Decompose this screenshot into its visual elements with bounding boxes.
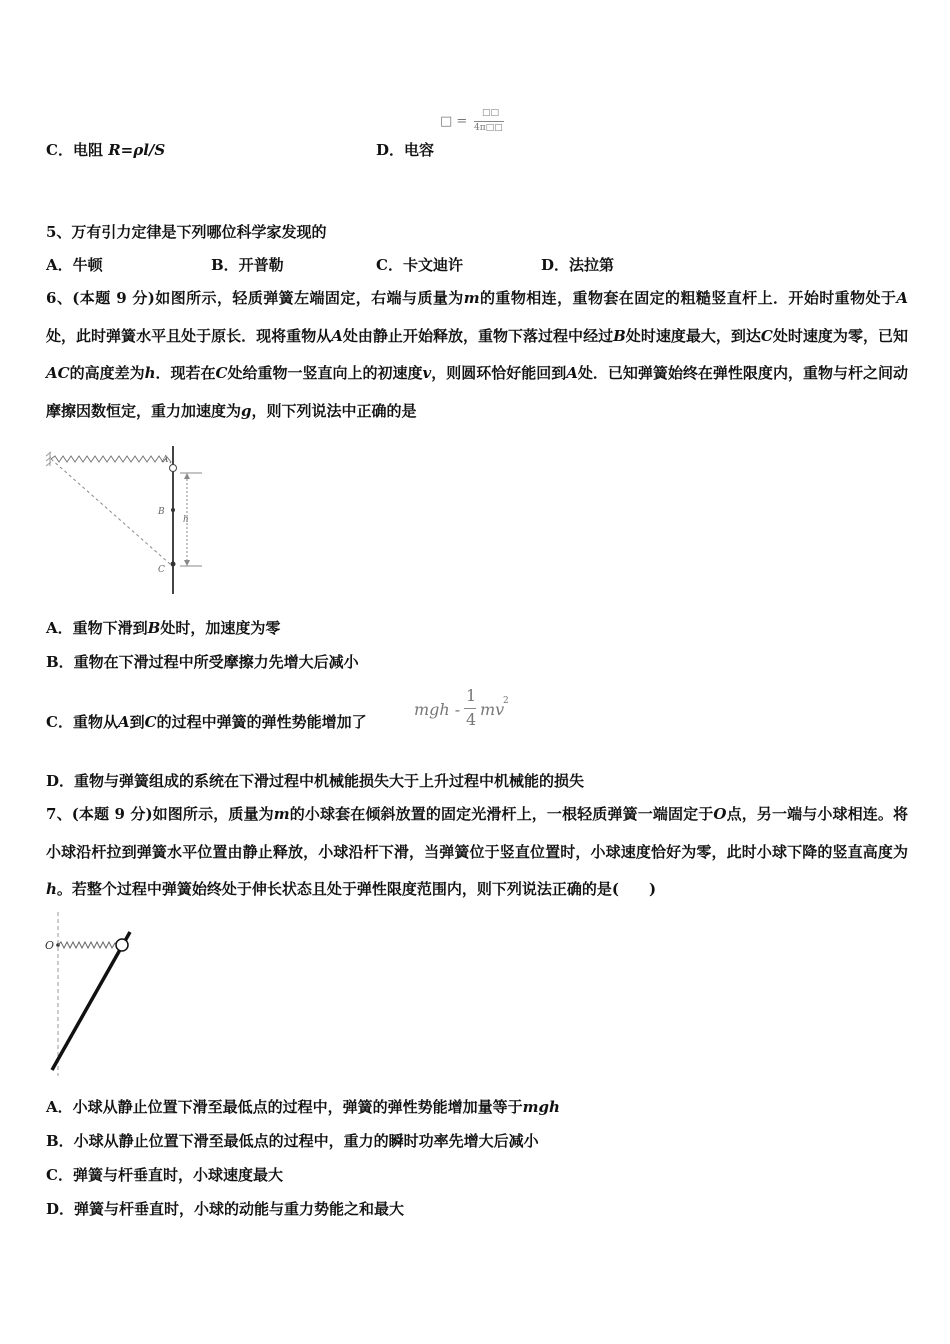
q6-stem-text: 6、(本题 9 分)如图所示，轻质弹簧左端固定，右端与质量为 [46,289,464,307]
q6-formula-num: 1 [466,686,477,705]
q7-option-a-text: A．小球从静止位置下滑至最低点的过程中，弹簧的弹性势能增加量等于 [46,1098,523,1116]
q7-ball [116,939,128,951]
q6-var-c: C [215,364,228,382]
q6-option-a-text: 处时，加速度为零 [160,619,281,637]
q7-stem-text: 点，另一端与小球相连。将小球沿杆拉到弹簧水平位置由静止释放，小球沿杆下滑，当弹簧位于竖直位置时，小球速度恰好为零，此时小球下降的竖直高度为 [46,805,908,861]
q6-point-c [171,562,176,567]
q6-option-d: D．重物与弹簧组成的系统在下滑过程中机械能损失大于上升过程中机械能的损失 [46,772,585,790]
q6-var-b: B [147,619,161,637]
q6-wall-hatch [46,452,51,466]
q6-option-a-text: A．重物下滑到 [46,619,148,637]
q6-spring [51,456,171,463]
q6-formula-mv: mv [480,700,505,719]
q6-stem-text: 的高度差为 [69,364,145,382]
q7-label-o: O [45,939,55,952]
q6-stem-text: 的重物相连，重物套在固定的粗糙竖直杆上．开始时重物处于 [479,289,897,307]
q6-stem-text: 处．已知弹簧始终在弹性限度内，重物与杆之间动摩擦因数恒定，重力加速度为 [46,364,908,420]
q4-d-formula-den: 4π□□ [474,123,503,133]
q5-option-a: A．牛顿 [46,256,103,274]
q4-option-d-label: D．电容 [376,141,435,159]
q6-var-b: B [613,326,626,345]
q6-var-a: A [117,713,130,731]
q6-var-a: A [331,326,343,345]
q6-formula-den: 4 [466,710,477,729]
q6-stem-text: ．现若在 [155,364,216,382]
q6-var-a: A [566,364,578,382]
q6-stem [46,280,908,430]
q4-option-d [376,140,434,160]
q7-var-o: O [713,805,727,823]
q6-option-a [46,618,280,638]
q6-formula-mgh: mgh - [414,700,461,719]
q6-stem-text: ，则下列说法中正确的是 [251,401,417,420]
q6-var-c: C [760,326,773,345]
q6-label-c: C [158,565,165,575]
q6-var-g: g [241,401,252,420]
q6-stem-text: ，则圆环恰好能回到 [431,364,567,382]
q7-option-b: B．小球从静止位置下滑至最低点的过程中，重力的瞬时功率先增大后减小 [46,1132,539,1150]
q6-label-a: A [162,455,169,465]
q6-formula-bar [464,708,476,709]
q6-label-h: h [183,515,189,525]
q6-var-m: m [463,289,480,307]
q6-ring-a [170,465,177,472]
q4-d-formula-lhs: □ = [440,114,468,129]
q7-stem-text: 。若整个过程中弹簧始终处于伸长状态且处于弹性限度范围内，则下列说法正确的是( ) [56,880,657,898]
q7-stem [46,796,908,909]
q7-figure [44,910,144,1080]
q7-var-m: m [273,805,290,823]
q6-var-a: A [896,289,908,307]
q6-option-c [46,712,367,732]
q6-option-c-text: 的过程中弹簧的弹性势能增加了 [156,713,367,731]
q4-d-formula-num: □□ [482,108,500,118]
q7-option-c: C．弹簧与杆垂直时，小球速度最大 [46,1166,283,1184]
q6-var-h: h [144,364,156,382]
q6-var-c: C [144,713,157,731]
q5-option-c: C．卡文迪许 [376,256,463,274]
q7-var-mgh: mgh [522,1098,560,1116]
q6-stem-text: 处，此时弹簧水平且处于原长．现将重物从 [46,326,332,345]
q7-stem-text: 的小球套在倾斜放置的固定光滑杆上，一根轻质弹簧一端固定于 [289,805,714,823]
q6-option-b: B．重物在下滑过程中所受摩擦力先增大后减小 [46,653,359,671]
q6-figure [46,442,216,597]
q6-stem-text: 处由静止开始释放，重物下落过程中经过 [342,326,614,345]
q6-option-c-text: 到 [129,713,145,731]
q6-formula-exp: 2 [503,696,509,706]
q6-h-arrow-down [184,560,190,566]
q6-point-b [171,508,175,512]
q6-stem-text: 处时速度为零，已知 [772,326,908,345]
q7-var-h: h [46,880,57,898]
q6-stem-text: 处给重物一竖直向上的初速度 [227,364,423,382]
q6-var-v: v [422,364,432,382]
q7-inclined-rod [52,932,130,1070]
q4-option-c-label: C．电阻 [46,141,103,159]
q5-option-d: D．法拉第 [541,256,615,274]
q7-stem-text: 7、(本题 9 分)如图所示，质量为 [46,805,274,823]
q7-option-d: D．弹簧与杆垂直时，小球的动能与重力势能之和最大 [46,1200,405,1218]
q6-label-b: B [158,507,165,517]
q6-h-arrow-up [184,473,190,479]
q6-dashed-line [51,459,170,564]
q6-option-c-text: C．重物从 [46,713,118,731]
q4-d-fraction-bar [474,121,504,122]
q6-var-ac: AC [46,364,70,382]
q5-option-b: B．开普勒 [211,256,284,274]
q5-stem: 5、万有引力定律是下列哪位科学家发现的 [46,223,327,241]
q6-stem-text: 处时速度最大，到达 [625,326,761,345]
q7-spring [58,942,118,948]
q7-option-a [46,1097,560,1117]
q4-option-c [46,140,165,160]
q4-option-c-formula: R=ρl/S [108,141,166,159]
